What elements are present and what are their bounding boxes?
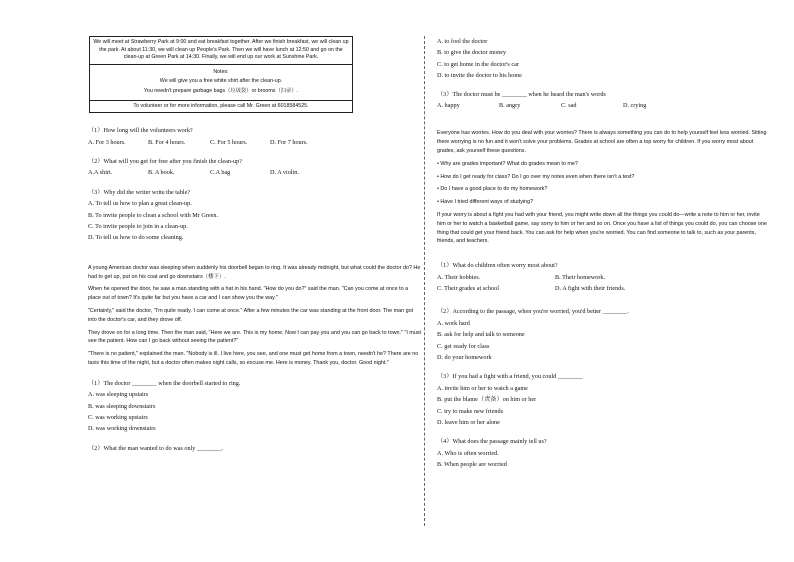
question-10 [437,436,767,470]
option-c[interactable]: C. try to make new friends [437,407,503,415]
option-d[interactable]: D. For 7 hours. [270,138,308,146]
question-3 [88,187,418,244]
notice-notes [90,65,352,101]
option-row [88,137,418,148]
option-row [437,283,767,294]
option-b[interactable]: B. ask for help and talk to someone [437,331,525,339]
option-b[interactable]: B. When people are worried [437,461,507,469]
option-b[interactable]: B. to give the doctor money [437,49,507,57]
question-9 [437,371,767,428]
option-a[interactable]: A. invite him or her to watch a game [437,384,528,392]
story-paragraph-1: A young American doctor was sleeping when suddenly his doorbell began to ring. It was already midnight, but what could the doctor do? He had to get up, put on his coat and go downstairs（楼下）. [88,264,421,280]
option-a[interactable]: A. Who is often worried. [437,449,499,457]
question-stem: （3）Why did the writer write the table? [88,188,191,196]
option-a[interactable]: A. To tell us how to plan a great clean-up. [88,200,192,208]
option-a[interactable]: A. For 3 hours. [88,138,126,146]
worry-passage [437,129,769,246]
option-b[interactable]: B. For 4 hours. [148,138,186,146]
right-column [437,36,767,471]
column-divider [424,36,425,526]
option-c[interactable]: C. For 5 hours. [210,138,248,146]
question-6 [437,89,767,112]
option-d[interactable]: D. A violin. [270,169,299,177]
question-7 [437,260,767,294]
option-c[interactable]: C. sad [561,102,577,110]
option-d[interactable]: D. To tell us how to do some cleaning. [88,234,184,242]
option-d[interactable]: D. crying [623,102,647,110]
passage-paragraph-1: Everyone has worries. How do you deal with your worries? There is always something you can do to help yourself feel less worried. Sitting there worrying is no fun and it won't solve your problems. Grades at school are often a top worry for children. If you worry most about grades, ask yourself these questions. [437,130,767,155]
question-stem: （3）The doctor must be ________ when he heard the man's words [437,90,606,98]
note-shirt: We will give you a free white shirt after the clean-up. [159,78,283,85]
question-1 [88,125,418,148]
question-5-options [437,36,767,82]
question-stem: （4）What does the passage mainly tell us? [437,438,547,446]
option-b[interactable]: B. A book. [148,169,175,177]
option-c[interactable]: C.A bag [210,169,231,177]
option-c[interactable]: C. get ready for class [437,342,490,350]
passage-bullet: • Have I tried different ways of studying? [437,199,534,206]
notice-contact: To volunteer or for more information, please call Mr. Green at 6018584525. [133,102,309,109]
passage-bullet: • How do I get ready for class? Do I go over my notes even when there isn't a test? [437,173,635,180]
option-a[interactable]: A.A shirt. [88,169,113,177]
passage-bullet: • Do I have a good place to do my homework? [437,186,548,193]
option-a[interactable]: A. to fool the doctor [437,38,488,45]
option-b[interactable]: B. angry [499,102,521,110]
option-c[interactable]: C. Their grades at school [437,285,499,293]
question-2 [88,156,418,179]
notes-title: Notes: [213,68,229,75]
option-d[interactable]: D. do your homework [437,354,492,362]
option-c[interactable]: C. was working upstairs [88,414,148,421]
story-paragraph-2: When he opened the door, he saw a man standing with a hat in his hand. "How do you do?" said the man. "Can you come at once to a place out of town? It's quite far but you have a car and I can show you the way." [88,286,409,302]
note-bags: You needn't prepare garbage bags（垃圾袋）or brooms（扫帚）. [143,87,299,94]
notice-table [89,36,353,113]
question-stem: （1）How long will the volunteers work? [88,127,193,135]
option-d[interactable]: D. to invite the doctor to his home [437,72,522,80]
option-b[interactable]: B. put the blame（责备）on him or her [437,396,537,404]
question-stem: （2）What the man wanted to do was only ________. [88,444,224,452]
left-column [88,36,422,454]
question-stem: （2）According to the passage, when you're worried, you'd better ________. [437,308,629,316]
option-a[interactable]: A. work hard [437,319,470,327]
option-d[interactable]: D. was working downstairs [88,425,156,433]
option-a[interactable]: A. Their hobbies. [437,273,481,281]
option-d[interactable]: D. A fight with their friends. [555,285,626,293]
question-stem: （3）If you had a fight with a friend, you could ________ [437,373,583,381]
option-row [437,272,767,283]
notice-schedule: We will meet at Strawberry Park at 9:00 and eat breakfast together. After we finish breakfast, we will clean up the park. At about 11:30, we will clean up People's Park. Then we will have lunch at 12:50 and go on the clean-up at Green Park at 14:30. Finally, we will end up our work at Sunshine Park. [90,37,352,65]
option-a[interactable]: A. was sleeping upstairs [88,391,149,399]
question-4 [88,378,418,435]
story-paragraph-3: "Certainly," said the doctor, "I'm quite ready. I can come at once." After a few minutes the car was standing at the front door. The man got into the doctor's car, and they drove off. [88,308,414,323]
question-stem: （2）What will you get for free after you finish the clean-up? [88,157,242,165]
doctor-story [88,264,422,368]
question-stem: （1）The doctor ________ when the doorbell started to ring. [88,379,241,387]
option-c[interactable]: C. To invite people to join in a clean-up. [88,223,188,230]
question-5 [88,443,418,454]
option-b[interactable]: B. Their homework. [555,273,606,281]
option-d[interactable]: D. leave him or her alone [437,419,500,427]
option-row [437,100,767,111]
option-a[interactable]: A. happy [437,102,460,110]
story-paragraph-5: "There is no patient," explained the man. "Nobody is ill. I live here, you see, and one must get home from a town, needn't he? There are no taxis this time of the night, but a doctor often makes night calls, so excuse me. Here is money. Thank you, doctor. Good night." [88,351,419,366]
option-b[interactable]: B. was sleeping downstairs [88,402,156,410]
question-stem: （1）What do children often worry most about? [437,262,558,270]
passage-bullet: • Why are grades important? What do grades mean to me? [437,160,578,167]
story-paragraph-4: They drove on for a long time. Then the man said, "Here we are. This is my home. Now I can pay you and you can go back to town." "I must see the patient. How can I go back without seeing the patient?" [88,329,422,345]
passage-paragraph-2: If your worry is about a fight you had with your friend, you might write down all the things you could do—write a note to him or her, invite him or her to watch a basketball game, say sorry to him or her and so on. Once you have a list of things you could do, you can choose one thing that could get your friend back. You can ask for help when you're worried. You can find someone to talk to, such as your parents, friends, and teachers. [437,212,767,245]
option-c[interactable]: C. to get home in the doctor's car [437,60,519,68]
question-8 [437,306,767,363]
option-b[interactable]: B. To invite people to clean a school with Mr Green. [88,211,219,219]
option-row [88,167,418,178]
